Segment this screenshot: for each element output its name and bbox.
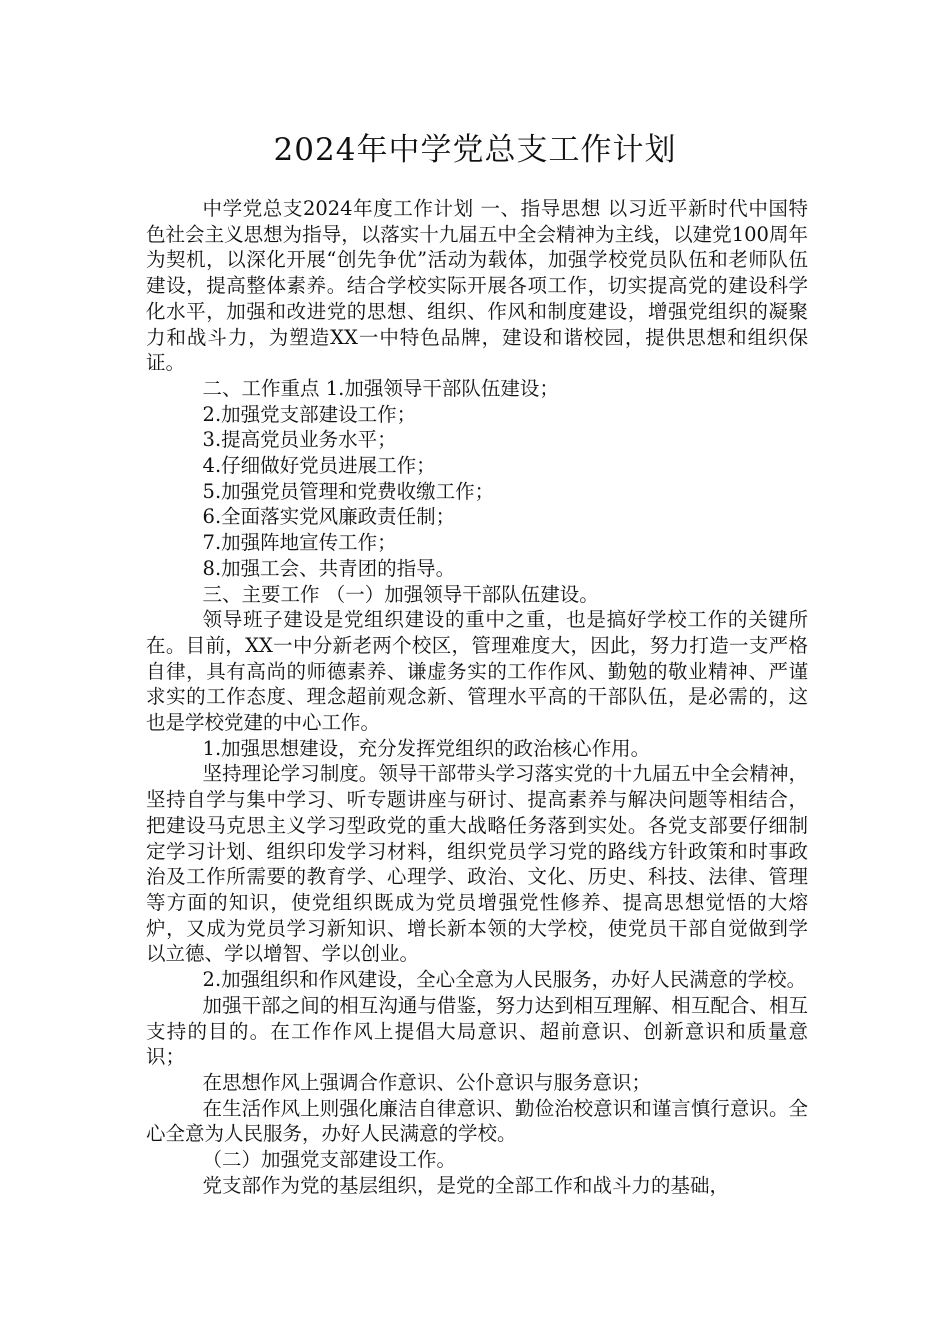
paragraph-main-work: 三、主要工作 （一）加强领导干部队伍建设。 [202, 582, 599, 606]
paragraph-cadre-communication: 加强干部之间的相互沟通与借鉴，努力达到相互理解、相互配合、相互支持的目的。在工作作风上提倡大局意识、超前意识、创新意识和质量意识； [146, 993, 808, 1069]
paragraph-focus-item-3: 3.提高党员业务水平； [202, 428, 397, 452]
paragraph-life-style: 在生活作风上则强化廉洁自律意识、勤俭治校意识和谨言慎行意识。全心全意为人民服务，办好人民满意的学校。 [146, 1096, 808, 1146]
paragraph-branch-heading: （二）加强党支部建设工作。 [202, 1148, 457, 1172]
paragraph-focus-item-4: 4.仔细做好党员进展工作； [202, 454, 436, 478]
paragraph-focus-item-5: 5.加强党员管理和党费收缴工作； [202, 479, 495, 503]
paragraph-ideological-heading: 1.加强思想建设，充分发挥党组织的政治核心作用。 [202, 736, 651, 760]
paragraph-focus-item-6: 6.全面落实党风廉政责任制； [202, 505, 456, 529]
paragraph-branch-basis: 党支部作为党的基层组织，是党的全部工作和战斗力的基础， [202, 1173, 730, 1197]
paragraph-focus-item-7: 7.加强阵地宣传工作； [202, 531, 397, 555]
paragraph-focus-item-8: 8.加强工会、共青团的指导。 [202, 556, 456, 580]
paragraph-leadership-team: 领导班子建设是党组织建设的重中之重，也是搞好学校工作的关键所在。目前，XX一中分新老两个校区，管理难度大，因此，努力打造一支严格自律，具有高尚的师德素养、谦虚务实的工作作风、勤勉的敬业精神、严谨求实的工作态度、理念超前观念新、管理水平高的干部队伍，是必需的，这也是学校党建的中心工作。 [146, 608, 808, 735]
paragraph-focus-item-2: 2.加强党支部建设工作； [202, 402, 417, 426]
paragraph-thought-style: 在思想作风上强调合作意识、公仆意识与服务意识； [202, 1070, 652, 1094]
document-body [146, 196, 808, 1198]
document-title: 2024年中学党总支工作计划 [273, 132, 677, 168]
paragraph-organization-heading: 2.加强组织和作风建设，全心全意为人民服务，办好人民满意的学校。 [202, 968, 807, 992]
paragraph-guiding-thought: 中学党总支2024年度工作计划 一、指导思想 以习近平新时代中国特色社会主义思想为指导，以落实十九届五中全会精神为主线，以建党100周年为契机，以深化开展“创先争优”活动为载体，加强学校党员队伍和老师队伍建设，提高整体素养。结合学校实际开展各项工作，切实提高党的建设科学化水平，加强和改进党的思想、组织、作风和制度建设，增强党组织的凝聚力和战斗力，为塑造XX一中特色品牌，建设和谐校园，提供思想和组织保证。 [146, 197, 808, 375]
paragraph-work-focus: 二、工作重点 1.加强领导干部队伍建设； [202, 376, 559, 400]
paragraph-theory-study: 坚持理论学习制度。领导干部带头学习落实党的十九届五中全会精神，坚持自学与集中学习、听专题讲座与研讨、提高素养与解决问题等相结合，把建设马克思主义学习型政党的重大战略任务落到实处。各党支部要仔细制定学习计划、组织印发学习材料，组织党员学习党的路线方针政策和时事政治及工作所需要的教育学、心理学、政治、文化、历史、科技、法律、管理等方面的知识，使党组织既成为党员增强党性修养、提高思想觉悟的大熔炉，又成为党员学习新知识、增长新本领的大学校，使党员干部自觉做到学以立德、学以增智、学以创业。 [146, 762, 808, 966]
